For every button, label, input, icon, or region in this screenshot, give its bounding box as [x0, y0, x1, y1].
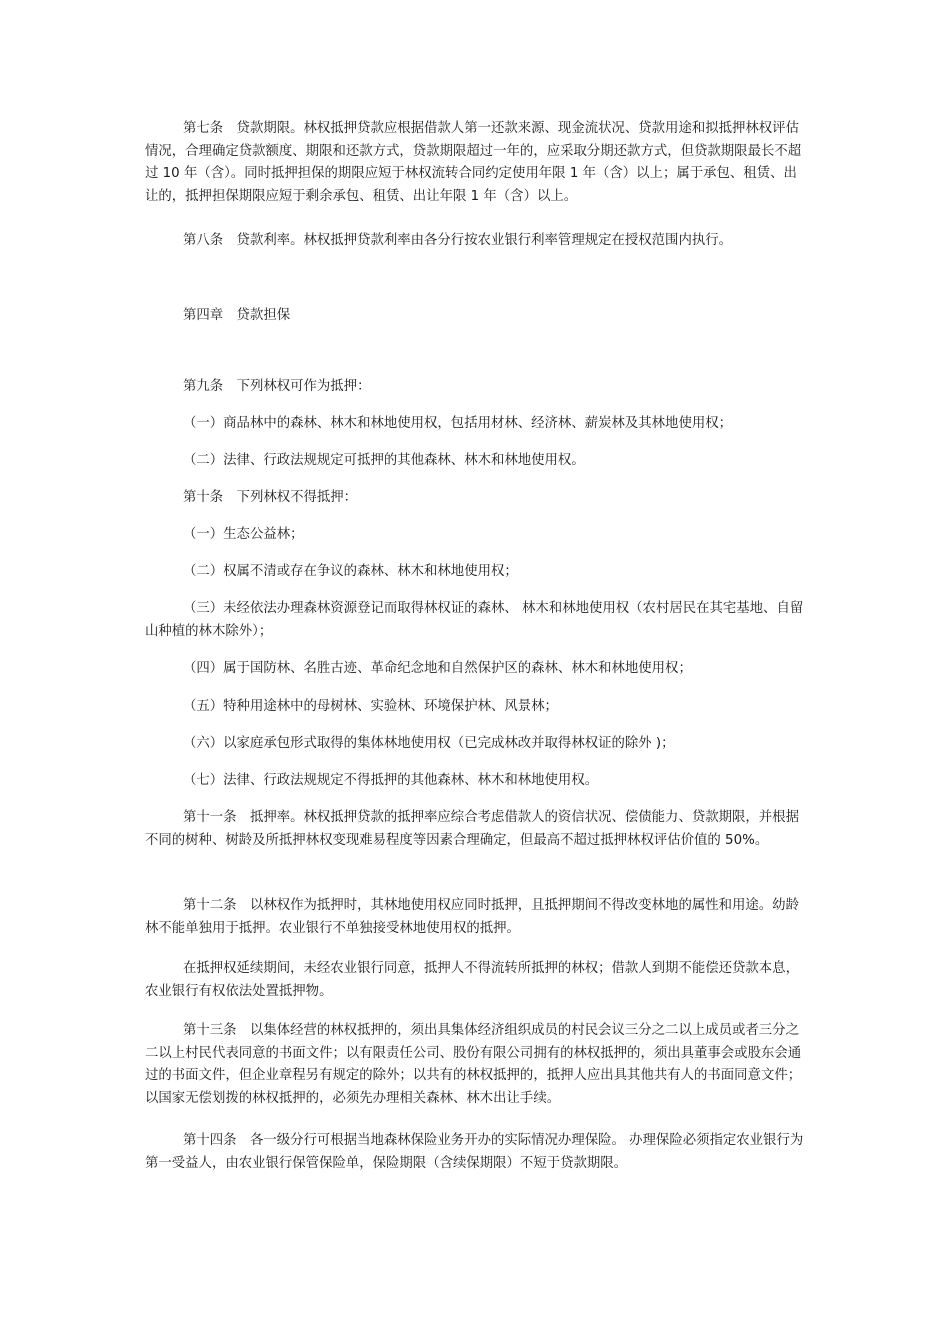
article-9: 第九条 下列林权可作为抵押： [183, 379, 371, 394]
chapter-4-heading: 第四章 贷款担保 [183, 308, 291, 323]
article-10-item-6: （六）以家庭承包形式取得的集体林地使用权（已完成林改并取得林权证的除外 )； [183, 736, 675, 751]
article-14: 第十四条 各一级分行可根据当地森林保险业务开办的实际情况办理保险。 办理保险必须指定农业银行为第一受益人，由农业银行保管保险单，保险期限（含续保期限）不短于贷款期限。 [145, 1133, 804, 1171]
article-13: 第十三条 以集体经营的林权抵押的，须出具集体经济组织成员的村民会议三分之二以上成员或者三分之二以上村民代表同意的书面文件；以有限责任公司、股份有限公司拥有的林权抵押的，须出具董事会或股东会通过的书面文件，但企业章程另有规定的除外；以共有的林权抵押的，抵押人应出具其他共有人的书面同意文件；以国家无偿划拨的林权抵押的，必须先办理相关森林、林木出让手续。 [145, 1023, 802, 1106]
article-10-item-1: （一）生态公益林； [183, 527, 304, 542]
article-12-para-2: 在抵押权延续期间，未经农业银行同意，抵押人不得流转所抵押的林权；借款人到期不能偿还贷款本息，农业银行有权依法处置抵押物。 [145, 961, 799, 999]
article-10-item-2: （二）权属不清或存在争议的森林、林木和林地使用权； [183, 564, 518, 579]
article-10: 第十条 下列林权不得抵押： [183, 490, 358, 505]
article-10-item-3: （三）未经依法办理森林资源登记而取得林权证的森林、 林木和林地使用权（农村居民在其宅基地、自留山种植的林木除外）； [145, 601, 804, 639]
article-9-item-2: （二）法律、行政法规规定可抵押的其他森林、林木和林地使用权。 [183, 453, 585, 468]
article-12: 第十二条 以林权作为抵押时，其林地使用权应同时抵押，且抵押期间不得改变林地的属性和用途。幼龄林不能单独用于抵押。农业银行不单独接受林地使用权的抵押。 [145, 898, 799, 936]
article-9-item-1: （一）商品林中的森林、林木和林地使用权，包括用材林、经济林、薪炭林及其林地使用权； [183, 416, 733, 431]
article-10-item-4: （四）属于国防林、名胜古迹、革命纪念地和自然保护区的森林、林木和林地使用权； [183, 661, 692, 676]
article-8: 第八条 贷款利率。林权抵押贷款利率由各分行按农业银行利率管理规定在授权范围内执行。 [183, 233, 733, 248]
article-7: 第七条 贷款期限。林权抵押贷款应根据借款人第一还款来源、现金流状况、贷款用途和拟抵押林权评估情况，合理确定贷款额度、期限和还款方式，贷款期限超过一年的，应采取分期还款方式，但贷款期限最长不超过 10 年（含）。同时抵押担保的期限应短于林权流转合同约定使用年限 1 年（含）以上；属于承包、租赁、出让的，抵押担保期限应短于剩余承包、租赁、出让年限 1 年（含）以上。 [145, 121, 802, 204]
article-11: 第十一条 抵押率。林权抵押贷款的抵押率应综合考虑借款人的资信状况、偿债能力、贷款期限，并根据不同的树种、树龄及所抵押林权变现难易程度等因素合理确定，但最高不超过抵押林权评估价值的 50%。 [145, 810, 799, 848]
article-10-item-5: （五）特种用途林中的母树林、实验林、环境保护林、风景林； [183, 699, 558, 714]
article-10-item-7: （七）法律、行政法规规定不得抵押的其他森林、林木和林地使用权。 [183, 773, 599, 788]
